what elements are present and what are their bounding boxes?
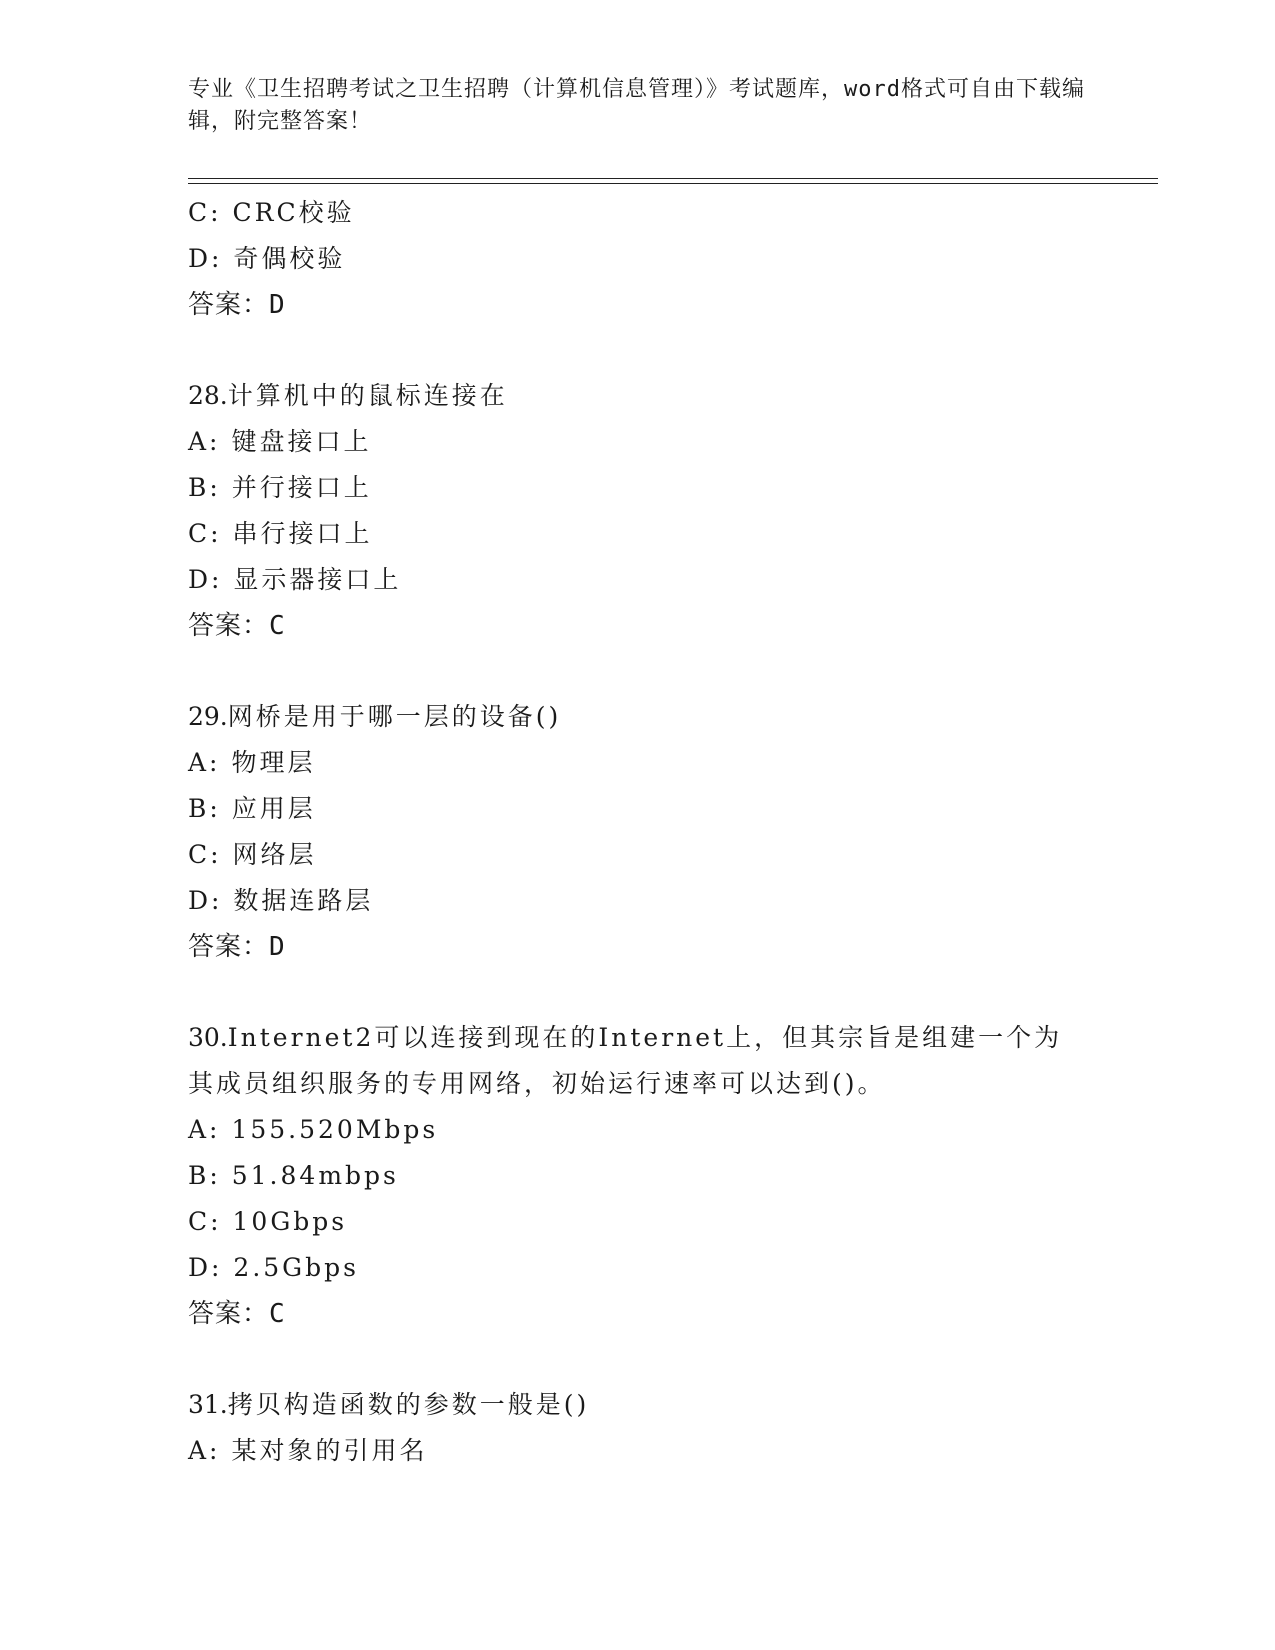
- option-label: A:: [188, 1436, 221, 1465]
- option-b: [188, 786, 1088, 832]
- option-text: 数据连路层: [233, 886, 374, 915]
- document-header: [188, 74, 1088, 138]
- option-label: C:: [188, 1207, 222, 1236]
- option-c: [188, 1199, 1088, 1245]
- option-label: B:: [188, 473, 221, 502]
- option-text: 显示器接口上: [233, 565, 402, 594]
- option-text: 应用层: [231, 794, 316, 823]
- option-c: [188, 511, 1088, 557]
- option-d: [188, 557, 1088, 603]
- option-text: 并行接口上: [231, 473, 372, 502]
- answer-line: 答案：C: [188, 1299, 286, 1329]
- option-text: 155.520Mbps: [231, 1115, 439, 1144]
- option-a: [188, 740, 1088, 786]
- option-text: 奇偶校验: [233, 244, 346, 273]
- question-list: [188, 190, 1088, 1474]
- option-a: [188, 1428, 1088, 1474]
- option-d: [188, 878, 1088, 924]
- option-text: 51.84mbps: [231, 1161, 399, 1190]
- header-divider-top: [188, 178, 1158, 179]
- header-divider-bottom: [188, 183, 1158, 184]
- question-number: 28.: [188, 381, 228, 410]
- option-d: [188, 236, 1088, 282]
- option-text: 网络层: [232, 840, 317, 869]
- question-block-29: [188, 694, 1088, 970]
- option-label: D:: [188, 886, 223, 915]
- question-stem: [188, 1382, 1088, 1428]
- question-text: Internet2可以连接到现在的Internet上，但其宗旨是组建一个为其成员组织服务的专用网络，初始运行速率可以达到()。: [188, 1023, 1063, 1098]
- option-text: 某对象的引用名: [231, 1436, 428, 1465]
- question-number: 29.: [188, 702, 228, 731]
- option-label: D:: [188, 1253, 223, 1282]
- option-c: [188, 832, 1088, 878]
- question-block-28: [188, 373, 1088, 649]
- option-b: [188, 1153, 1088, 1199]
- question-number: 31.: [188, 1390, 228, 1419]
- option-label: A:: [188, 748, 221, 777]
- option-text: 键盘接口上: [231, 427, 372, 456]
- question-stem: [188, 694, 1088, 740]
- question-block-30: [188, 1015, 1088, 1337]
- question-text: 网桥是用于哪一层的设备(): [227, 702, 562, 731]
- question-stem: [188, 373, 1088, 419]
- option-c: [188, 190, 1088, 236]
- option-label: D:: [188, 244, 223, 273]
- option-text: 10Gbps: [232, 1207, 348, 1236]
- option-label: C:: [188, 198, 222, 227]
- option-text: 物理层: [231, 748, 316, 777]
- option-text: 2.5Gbps: [233, 1253, 359, 1282]
- answer-line: 答案：C: [188, 611, 286, 641]
- option-a: [188, 419, 1088, 465]
- option-text: CRC校验: [232, 198, 355, 227]
- option-label: B:: [188, 794, 221, 823]
- option-label: D:: [188, 565, 223, 594]
- option-label: A:: [188, 1115, 221, 1144]
- question-block-31: [188, 1382, 1088, 1474]
- option-d: [188, 1245, 1088, 1291]
- option-label: C:: [188, 519, 222, 548]
- question-text: 拷贝构造函数的参数一般是(): [227, 1390, 590, 1419]
- question-stem: [188, 1015, 1068, 1107]
- question-number: 30.: [188, 1023, 228, 1052]
- option-label: B:: [188, 1161, 221, 1190]
- answer-line: 答案：D: [188, 932, 286, 962]
- previous-question-options: [188, 190, 1088, 328]
- answer-line: 答案：D: [188, 290, 286, 320]
- option-text: 串行接口上: [232, 519, 373, 548]
- option-label: A:: [188, 427, 221, 456]
- header-text: 专业《卫生招聘考试之卫生招聘（计算机信息管理）》考试题库，word格式可自由下载编辑，附完整答案！: [188, 77, 1085, 134]
- option-a: [188, 1107, 1088, 1153]
- option-label: C:: [188, 840, 222, 869]
- option-b: [188, 465, 1088, 511]
- question-text: 计算机中的鼠标连接在: [227, 381, 508, 410]
